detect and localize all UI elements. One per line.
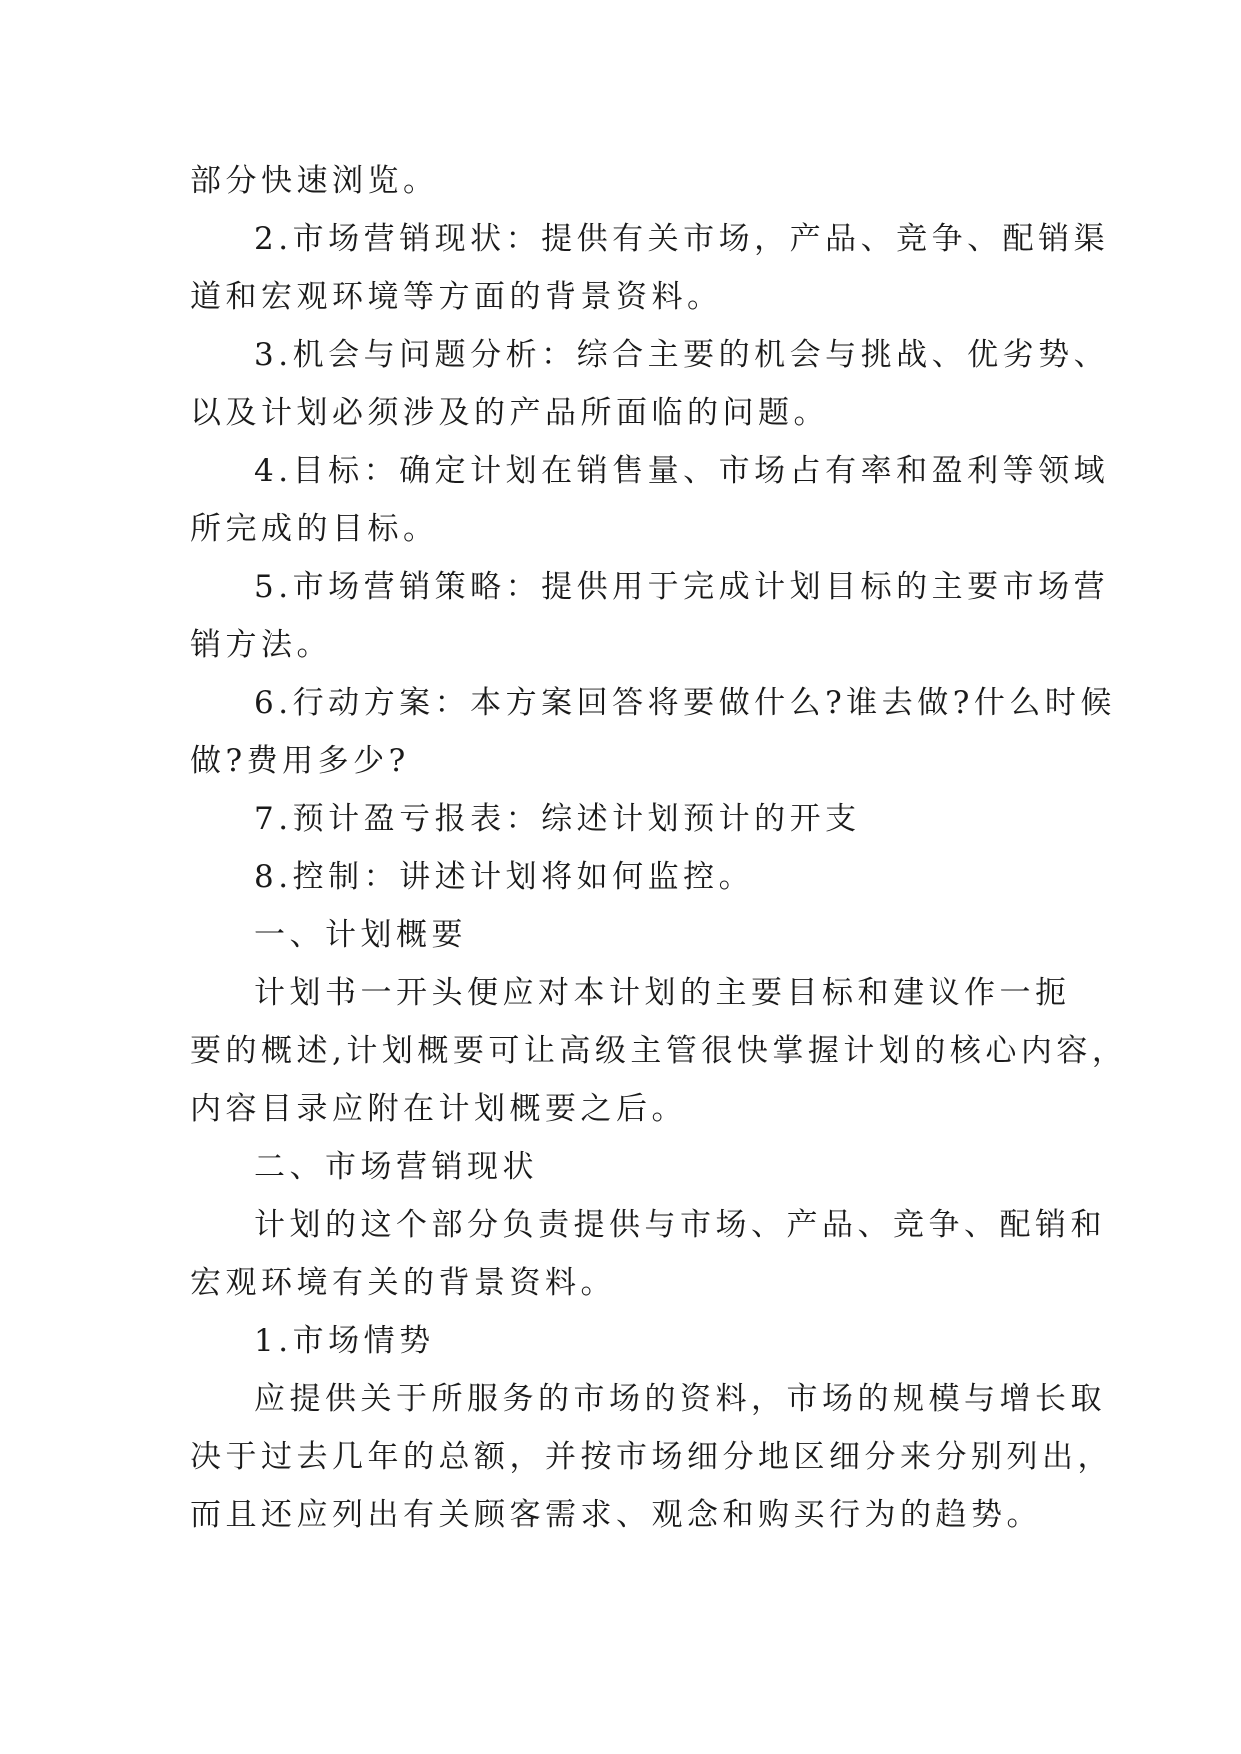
text-line: 宏观环境有关的背景资料。	[190, 1265, 616, 1301]
text-line: 道和宏观环境等方面的背景资料。	[190, 279, 723, 315]
text-line: 以及计划必须涉及的产品所面临的问题。	[190, 395, 829, 431]
text-line: 做?费用多少?	[190, 743, 410, 779]
text-line: 而且还应列出有关顾客需求、观念和购买行为的趋势。	[190, 1497, 1042, 1533]
section-heading: 一、计划概要	[254, 917, 467, 953]
text-line: 内容目录应附在计划概要之后。	[190, 1091, 687, 1127]
text-line: 所完成的目标。	[190, 511, 439, 547]
text-line: 3.机会与问题分析：综合主要的机会与挑战、优劣势、	[254, 337, 1110, 373]
section-heading: 二、市场营销现状	[254, 1149, 538, 1185]
document-body	[190, 152, 1128, 1544]
text-line: 5.市场营销策略：提供用于完成计划目标的主要市场营	[254, 569, 1110, 605]
text-line: 7.预计盈亏报表：综述计划预计的开支	[254, 801, 861, 837]
text-line: 4.目标：确定计划在销售量、市场占有率和盈利等领域	[254, 453, 1110, 489]
text-line: 6.行动方案：本方案回答将要做什么?谁去做?什么时候	[254, 685, 1116, 721]
subsection-heading: 1.市场情势	[254, 1323, 435, 1359]
text-line: 应提供关于所服务的市场的资料，市场的规模与增长取	[254, 1381, 1106, 1417]
text-line: 2.市场营销现状：提供有关市场，产品、竞争、配销渠	[254, 221, 1110, 257]
text-line: 计划书一开头便应对本计划的主要目标和建议作一扼	[254, 975, 1071, 1011]
text-line: 部分快速浏览。	[190, 163, 439, 199]
text-line: 决于过去几年的总额，并按市场细分地区细分来分别列出，	[190, 1439, 1113, 1475]
text-line: 销方法。	[190, 627, 332, 663]
text-line: 计划的这个部分负责提供与市场、产品、竞争、配销和	[254, 1207, 1106, 1243]
text-line: 8.控制：讲述计划将如何监控。	[254, 859, 755, 895]
text-line: 要的概述,计划概要可让高级主管很快掌握计划的核心内容，	[190, 1033, 1128, 1069]
